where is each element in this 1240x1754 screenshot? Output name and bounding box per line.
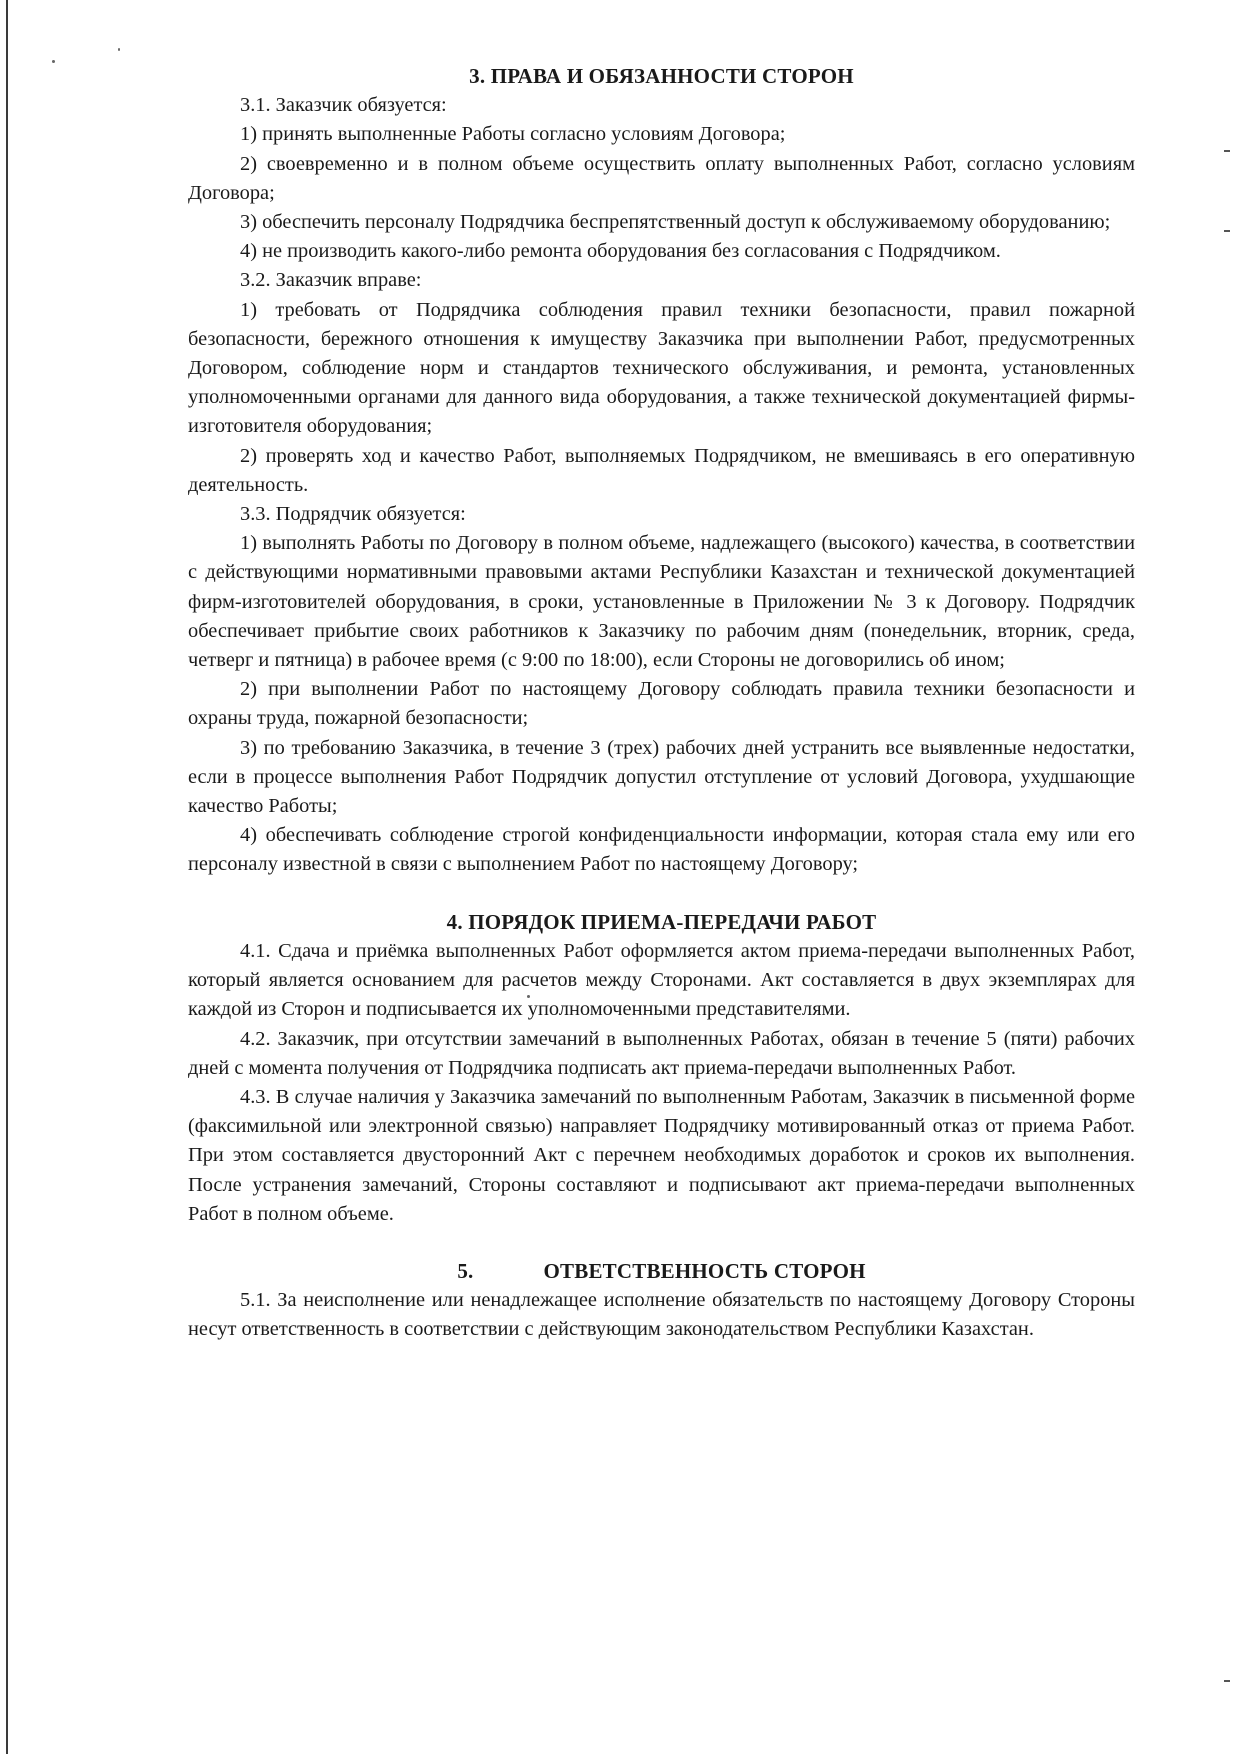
paragraph: 1) требовать от Подрядчика соблюдения правил техники безопасности, правил пожарной безопасности, бережного отношения к имуществу Заказчика при выполнении Работ, предусмотренных Договором, соблюдение норм и стандартов технического обслуживания, и ремонта, установленных уполномоченными органами для данного вида оборудования, а также технической документацией фирмы-изготовителя оборудования; <box>188 298 1135 438</box>
paragraph: 3) обеспечить персоналу Подрядчика беспрепятственный доступ к обслуживаемому оборудованию; <box>240 211 1111 234</box>
section-5 <box>188 1257 1135 1345</box>
scan-edge-left <box>6 0 8 1754</box>
scan-speck <box>118 48 120 51</box>
scan-speck <box>52 60 55 63</box>
section-5-number: 5. <box>457 1258 474 1283</box>
paragraph: 3.1. Заказчик обязуется: <box>240 94 447 117</box>
scan-mark <box>1224 150 1230 152</box>
scan-mark <box>1224 230 1230 232</box>
section-3 <box>188 62 1135 880</box>
paragraph: 2) проверять ход и качество Работ, выполняемых Подрядчиком, не вмешиваясь в его оперативную деятельность. <box>188 444 1135 496</box>
paragraph: 1) выполнять Работы по Договору в полном объеме, надлежащего (высокого) качества, в соответствии с действующими нормативными правовыми актами Республики Казахстан и технической документацией фирм-изготовителей оборудования, в сроки, установленные в Приложении № 3 к Договору. Подрядчик обеспечивает прибытие своих работников к Заказчику по рабочим дням (понедельник, вторник, среда, четверг и пятница) в рабочее время (с 9:00 по 18:00), если Стороны не договорились об ином; <box>188 532 1135 672</box>
paragraph: 5.1. За неисполнение или ненадлежащее исполнение обязательств по настоящему Договору Стороны несут ответственность в соответствии с действующим законодательством Республики Казахстан. <box>188 1289 1135 1341</box>
paragraph: 3) по требованию Заказчика, в течение 3 (трех) рабочих дней устранить все выявленные недостатки, если в процессе выполнения Работ Подрядчик допустил отступление от условий Договора, ухудшающие качество Работы; <box>188 736 1135 818</box>
paragraph: 4) не производить какого-либо ремонта оборудования без согласования с Подрядчиком. <box>240 240 1001 263</box>
section-4 <box>188 908 1135 1229</box>
paragraph: 4) обеспечивать соблюдение строгой конфиденциальности информации, которая стала ему или его персоналу известной в связи с выполнением Работ по настоящему Договору; <box>188 824 1135 876</box>
section-4-heading: 4. ПОРЯДОК ПРИЕМА-ПЕРЕДАЧИ РАБОТ <box>446 909 877 934</box>
document-page <box>188 62 1135 1345</box>
paragraph: 4.3. В случае наличия у Заказчика замечаний по выполненным Работам, Заказчик в письменной форме (факсимильной или электронной связью) направляет Подрядчику мотивированный отказ от приема Работ. При этом составляется двусторонний Акт с перечнем необходимых доработок и сроков их выполнения. После устранения замечаний, Стороны составляют и подписывают акт приема-передачи выполненных Работ в полном объеме. <box>188 1085 1135 1225</box>
paragraph: 1) принять выполненные Работы согласно условиям Договора; <box>240 123 786 146</box>
section-3-heading: 3. ПРАВА И ОБЯЗАННОСТИ СТОРОН <box>469 64 854 88</box>
paragraph: 2) при выполнении Работ по настоящему Договору соблюдать правила техники безопасности и охраны труда, пожарной безопасности; <box>188 678 1135 730</box>
paragraph: 3.3. Подрядчик обязуется: <box>240 503 466 526</box>
paragraph: 4.1. Сдача и приёмка выполненных Работ оформляется актом приема-передачи выполненных Работ, который является основанием для расчетов между Сторонами. Акт составляется в двух экземплярах для каждой из Сторон и подписывается их уполномоченными представителями. <box>188 939 1135 1021</box>
paragraph: 3.2. Заказчик вправе: <box>240 269 422 292</box>
paragraph: 4.2. Заказчик, при отсутствии замечаний в выполненных Работах, обязан в течение 5 (пяти) рабочих дней с момента получения от Подрядчика подписать акт приема-передачи выполненных Работ. <box>188 1027 1135 1079</box>
section-5-title: ОТВЕТСТВЕННОСТЬ СТОРОН <box>543 1258 866 1283</box>
section-5-heading <box>188 1257 1135 1286</box>
paragraph: 2) своевременно и в полном объеме осуществить оплату выполненных Работ, согласно условиям Договора; <box>188 152 1135 204</box>
scan-mark <box>1224 1680 1230 1682</box>
